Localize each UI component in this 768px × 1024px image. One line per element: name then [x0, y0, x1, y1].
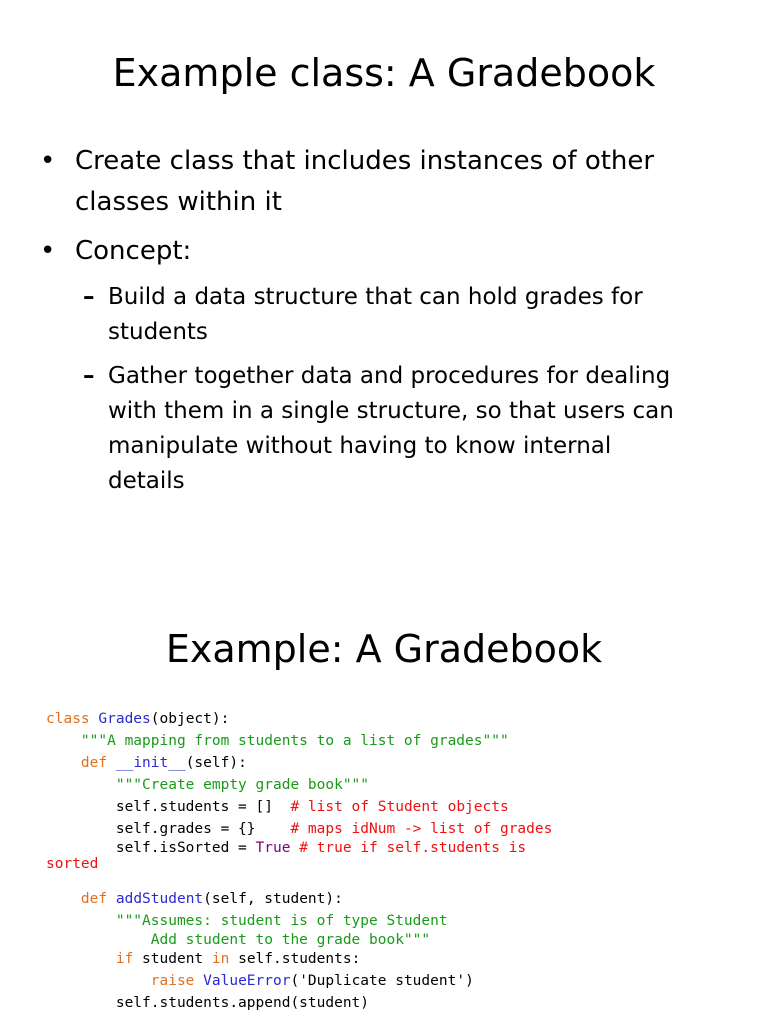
slide-title: Example class: A Gradebook: [112, 51, 656, 95]
dash-glyph: –: [83, 284, 95, 310]
code-text: self.students.append(student): [115, 995, 370, 1011]
code-comment: # true if self.students is: [299, 840, 527, 856]
bullet-item: [40, 231, 740, 272]
slide-gradebook-code: [0, 590, 768, 1024]
code-function-name: addStudent: [115, 891, 204, 907]
code-line: [46, 948, 552, 970]
sub-bullet-text-line: Gather together data and procedures for dealing: [108, 363, 671, 389]
code-text: (object):: [150, 711, 230, 727]
code-keyword: if: [115, 951, 134, 967]
code-text: self.isSorted =: [115, 840, 256, 856]
code-text: self.grades = {}: [115, 821, 256, 837]
code-line: [46, 708, 552, 730]
code-keyword: def: [80, 755, 108, 771]
bullet-glyph: •: [40, 146, 56, 176]
code-text: (self, student):: [203, 891, 343, 907]
code-line: [46, 970, 552, 992]
code-block: [46, 708, 552, 1014]
bullet-item: [40, 141, 740, 223]
code-blank-line: [46, 872, 552, 888]
bullet-text-line: Create class that includes instances of other: [75, 146, 655, 176]
code-line: [46, 910, 552, 932]
bullet-text-line: classes within it: [75, 187, 282, 217]
code-line: [46, 840, 552, 856]
sub-bullet-text-line: with them in a single structure, so that users can: [108, 398, 674, 424]
sub-bullet-item: [68, 280, 740, 350]
code-line: [46, 856, 552, 872]
bullet-text: Concept:: [75, 236, 192, 266]
sub-bullet-text-line: Build a data structure that can hold grades for: [108, 284, 643, 310]
bullet-list: [40, 141, 740, 508]
code-function-name: ValueError: [203, 973, 291, 989]
code-line: [46, 818, 552, 840]
code-docstring: """Assumes: student is of type Student: [115, 913, 448, 929]
code-docstring: """A mapping from students to a list of grades""": [80, 733, 509, 749]
code-line: [46, 752, 552, 774]
code-line: [46, 730, 552, 752]
code-text: self.students:: [238, 951, 361, 967]
code-text: self.students = []: [115, 799, 273, 815]
code-keyword: def: [80, 891, 108, 907]
code-line: [46, 774, 552, 796]
code-line: [46, 888, 552, 910]
code-class-name: Grades: [98, 711, 151, 727]
dash-glyph: –: [83, 363, 95, 389]
code-comment: # maps idNum -> list of grades: [290, 821, 553, 837]
code-docstring: Add student to the grade book""": [150, 932, 431, 948]
code-text: student: [142, 951, 204, 967]
code-keyword: class: [46, 711, 90, 727]
bullet-glyph: •: [40, 236, 56, 266]
code-line: [46, 992, 552, 1014]
code-keyword: in: [211, 951, 230, 967]
code-comment: # list of Student objects: [290, 799, 509, 815]
sub-bullet-text-line: manipulate without having to know internal: [108, 433, 612, 459]
code-builtin: True: [255, 840, 291, 856]
code-docstring: """Create empty grade book""": [115, 777, 370, 793]
slide-title: Example: A Gradebook: [165, 627, 603, 671]
sub-bullet-item: [68, 359, 740, 499]
code-line: [46, 796, 552, 818]
code-function-name: __init__: [115, 755, 186, 771]
sub-bullet-text-line: students: [108, 319, 208, 345]
code-text: (self):: [185, 755, 247, 771]
code-text: ('Duplicate student'): [290, 973, 474, 989]
code-keyword: raise: [150, 973, 195, 989]
code-comment: sorted: [46, 856, 99, 872]
sub-bullet-text-line: details: [108, 468, 185, 494]
code-line: [46, 932, 552, 948]
